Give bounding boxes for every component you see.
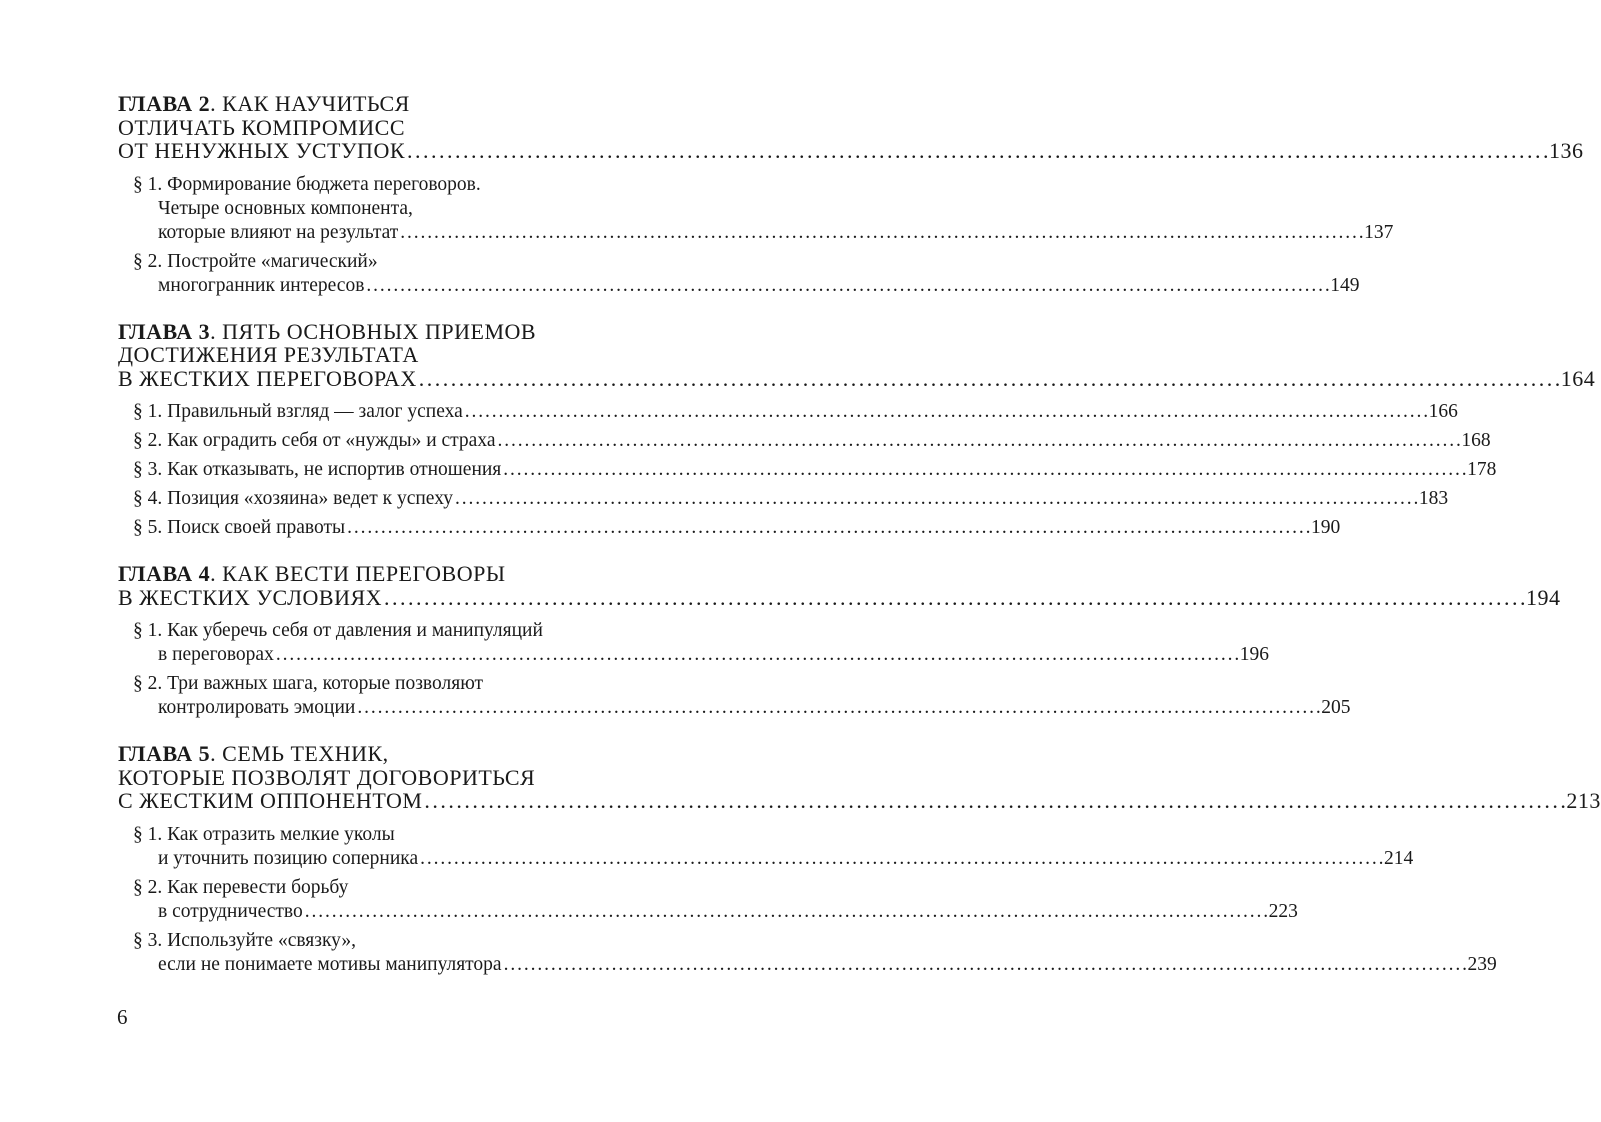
chapter-label: ГЛАВА 2 — [118, 91, 211, 116]
page-number: 149 — [1330, 274, 1360, 296]
leader-dots — [276, 644, 1238, 665]
section-entry — [118, 173, 1394, 245]
page-number: 213 — [1566, 788, 1601, 813]
section-entry — [118, 516, 1341, 540]
leader-dots — [407, 138, 1547, 163]
page-number: 190 — [1311, 517, 1341, 538]
leader-dots — [424, 788, 1564, 813]
section-line: § 2. Три важных шага, которые позволяют — [133, 673, 484, 694]
table-of-contents — [118, 91, 1601, 999]
chapter-4 — [118, 561, 1561, 720]
chapter-heading: ГЛАВА 4. КАК ВЕСТИ ПЕРЕГОВОРЫ В ЖЕСТКИХ УСЛОВИЯХ. . . 194 — [118, 562, 618, 609]
leader-dots — [305, 901, 1267, 922]
page-number: 178 — [1467, 459, 1497, 480]
section-line: § 3. Как отказывать, не испортив отношения — [133, 459, 502, 480]
section-line: в переговорах — [158, 644, 274, 665]
section-line: § 1. Правильный взгляд — залог успеха — [133, 401, 463, 422]
chapter-title-line: КАК НАУЧИТЬСЯ — [222, 91, 410, 116]
section-entry — [118, 876, 1298, 924]
section-entry — [118, 250, 1360, 298]
chapter-title-line: С ЖЕСТКИМ ОППОНЕНТОМ — [118, 788, 423, 813]
section-line: § 1. Формирование бюджета переговоров. — [133, 173, 481, 195]
chapter-heading: ГЛАВА 3. ПЯТЬ ОСНОВНЫХ ПРИЕМОВ ДОСТИЖЕНИЯ РЕЗУЛЬТАТА В ЖЕСТКИХ ПЕРЕГОВОРАХ. . . 164 — [118, 320, 618, 391]
page-number: 136 — [1549, 138, 1584, 163]
leader-dots — [420, 848, 1382, 869]
section-entry — [118, 400, 1458, 424]
page-number: 183 — [1418, 488, 1449, 509]
page-number: 194 — [1526, 584, 1561, 610]
chapter-title-line: В ЖЕСТКИХ УСЛОВИЯХ — [118, 584, 383, 610]
section-line: если не понимаете мотивы манипулятора — [158, 953, 502, 975]
section-entry — [118, 619, 1269, 667]
section-entry — [118, 429, 1491, 453]
chapter-label: ГЛАВА 4 — [118, 561, 211, 586]
leader-dots — [419, 366, 1559, 391]
leader-dots — [465, 401, 1427, 422]
section-entry — [118, 672, 1351, 720]
chapter-title-line: ОТ НЕНУЖНЫХ УСТУПОК — [118, 138, 406, 163]
section-line: § 2. Постройте «магический» — [133, 250, 378, 272]
chapter-title-line: ДОСТИЖЕНИЯ РЕЗУЛЬТАТА — [118, 342, 419, 367]
chapter-2 — [118, 91, 1584, 298]
leader-dots — [400, 222, 1362, 243]
section-line: и уточнить позицию соперника — [158, 847, 419, 869]
page-number: 214 — [1384, 847, 1414, 869]
chapter-title-line: КОТОРЫЕ ПОЗВОЛЯТ ДОГОВОРИТЬСЯ — [118, 764, 536, 790]
leader-dots — [384, 585, 1524, 610]
chapter-5 — [118, 741, 1601, 977]
section-entry — [118, 929, 1497, 977]
page-number: 239 — [1467, 953, 1497, 975]
chapter-heading: ГЛАВА 5. СЕМЬ ТЕХНИК, КОТОРЫЕ ПОЗВОЛЯТ ДОГОВОРИТЬСЯ С ЖЕСТКИМ ОППОНЕНТОМ. . . 213 — [118, 742, 618, 813]
leader-dots — [455, 488, 1417, 509]
page-number: 223 — [1268, 900, 1298, 922]
chapter-title-line: СЕМЬ ТЕХНИК, — [222, 741, 389, 766]
leader-dots — [366, 275, 1328, 296]
page-number: 137 — [1364, 221, 1394, 243]
chapter-title-line: ПЯТЬ ОСНОВНЫХ ПРИЕМОВ — [222, 318, 537, 344]
section-entry — [118, 487, 1449, 511]
section-line: § 2. Как перевести борьбу — [133, 876, 349, 898]
section-entry — [118, 458, 1497, 482]
section-line: контролировать эмоции — [158, 697, 356, 718]
leader-dots — [497, 430, 1459, 451]
section-line: многогранник интересов — [158, 274, 365, 296]
folio-page-number: 6 — [117, 1005, 128, 1029]
section-line: § 3. Используйте «связку», — [133, 929, 357, 951]
leader-dots — [347, 517, 1309, 538]
leader-dots — [504, 954, 1466, 975]
chapter-label: ГЛАВА 3 — [118, 318, 211, 344]
chapter-title-line: В ЖЕСТКИХ ПЕРЕГОВОРАХ — [118, 365, 417, 391]
page-number: 164 — [1560, 365, 1596, 391]
section-line: § 4. Позиция «хозяина» ведет к успеху — [133, 488, 453, 509]
section-line: которые влияют на результат — [158, 221, 399, 243]
chapter-title-line: КАК ВЕСТИ ПЕРЕГОВОРЫ — [222, 561, 506, 586]
leader-dots — [503, 459, 1465, 480]
page-number: 166 — [1428, 401, 1458, 422]
section-entry — [118, 823, 1414, 871]
section-line: § 2. Как оградить себя от «нужды» и страха — [133, 430, 496, 451]
section-line: § 1. Как отразить мелкие уколы — [133, 823, 395, 845]
chapter-3 — [118, 318, 1596, 541]
section-line: § 1. Как уберечь себя от давления и манипуляций — [133, 620, 543, 641]
page-number: 168 — [1461, 430, 1491, 451]
leader-dots — [357, 697, 1319, 718]
section-line: в сотрудничество — [158, 900, 303, 922]
chapter-heading: ГЛАВА 2. КАК НАУЧИТЬСЯ ОТЛИЧАТЬ КОМПРОМИСС ОТ НЕНУЖНЫХ УСТУПОК. . . 136 — [118, 92, 618, 163]
section-line: § 5. Поиск своей правоты — [133, 517, 346, 538]
section-line: Четыре основных компонента, — [158, 197, 413, 219]
page-number: 205 — [1321, 697, 1351, 718]
chapter-label: ГЛАВА 5 — [118, 741, 211, 766]
chapter-title-line: ОТЛИЧАТЬ КОМПРОМИСС — [118, 114, 406, 140]
page-number: 196 — [1239, 644, 1269, 665]
